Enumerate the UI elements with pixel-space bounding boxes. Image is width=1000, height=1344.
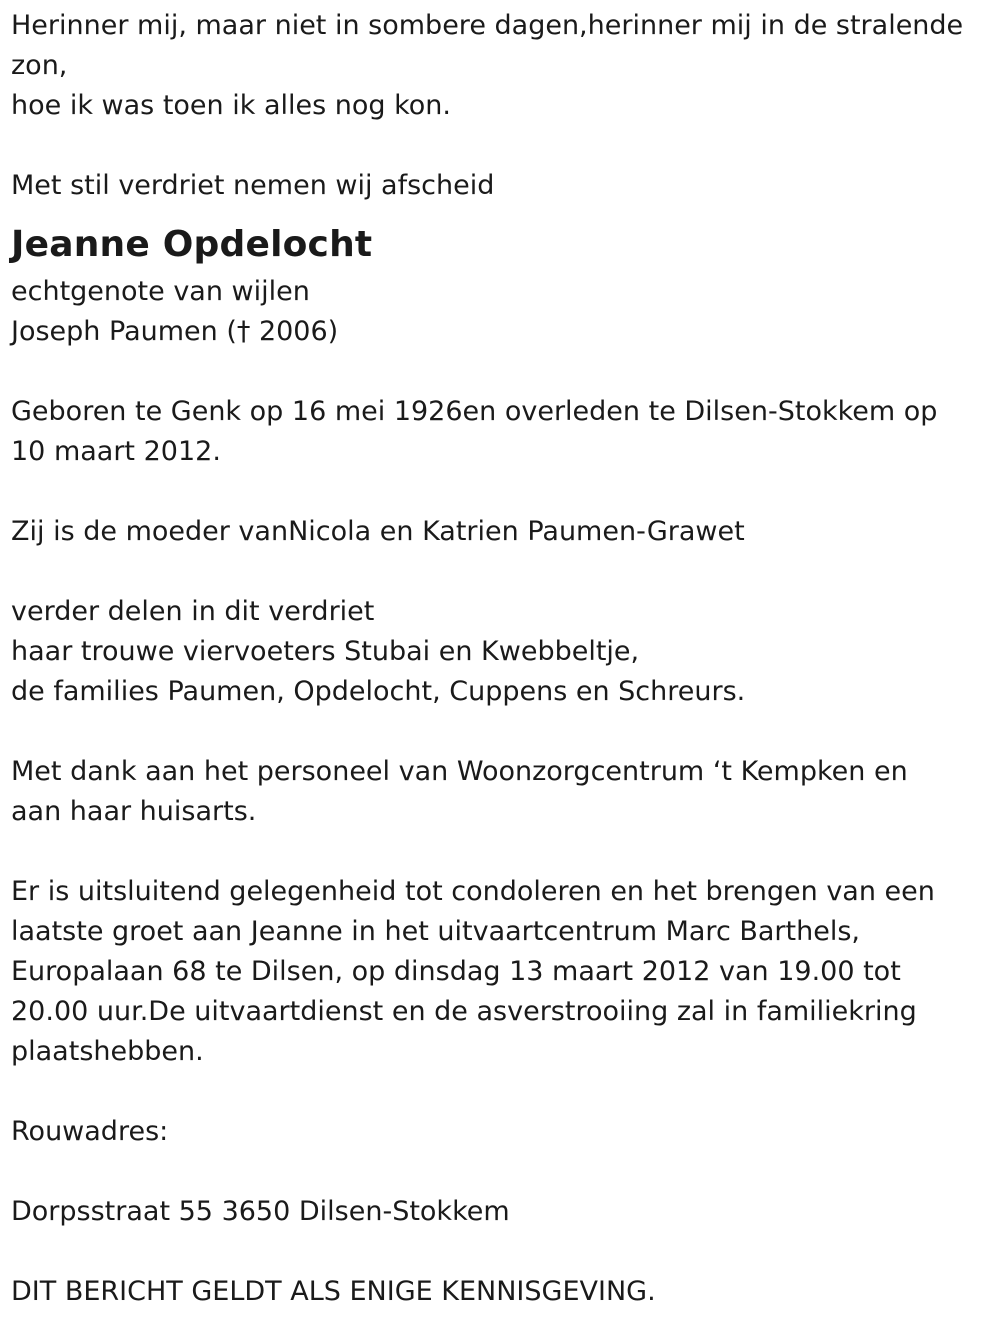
grieving-line-1: verder delen in dit verdriet [11, 596, 375, 627]
thanks-text: Met dank aan het personeel van Woonzorgcentrum ‘t Kempken en aan haar huisarts. [11, 756, 908, 827]
mother-of-text: Zij is de moeder vanNicola en Katrien Paumen-Grawet [11, 516, 745, 547]
spacer [11, 352, 965, 392]
grieving-line-3: de families Paumen, Opdelocht, Cuppens en Schreurs. [11, 676, 746, 707]
birth-death-text: Geboren te Genk op 16 mei 1926en overleden te Dilsen-Stokkem op 10 maart 2012. [11, 396, 938, 467]
address-label: Rouwadres: [11, 1116, 169, 1147]
spacer [11, 712, 965, 752]
spacer [11, 472, 965, 512]
relation-text: echtgenote van wijlen [11, 276, 310, 307]
spacer [11, 552, 965, 592]
spacer [11, 1072, 965, 1112]
poem-line-1: Herinner mij, maar niet in sombere dagen,herinner mij in de stralende zon, [11, 10, 964, 81]
spacer [11, 1152, 965, 1192]
spacer [11, 1232, 965, 1272]
spacer [11, 832, 965, 872]
poem-line-2: hoe ik was toen ik alles nog kon. [11, 90, 452, 121]
notice-text: DIT BERICHT GELDT ALS ENIGE KENNISGEVING. [11, 1276, 656, 1307]
deceased-name: Jeanne Opdelocht [11, 224, 373, 265]
condolences-text: Er is uitsluitend gelegenheid tot condoleren en het brengen van een laatste groet aan Jeanne in het uitvaartcentrum Marc Barthels, Europalaan 68 te Dilsen, op dinsdag 13 maart 2012 van 19.00 tot 20.00 uur.De uitvaartdienst en de asverstrooiing zal in familiekring plaatshebben. [11, 876, 935, 1067]
grieving-line-2: haar trouwe viervoeters Stubai en Kwebbeltje, [11, 636, 640, 667]
intro-text: Met stil verdriet nemen wij afscheid [11, 170, 495, 201]
spouse-text: Joseph Paumen († 2006) [11, 316, 339, 347]
address-text: Dorpsstraat 55 3650 Dilsen-Stokkem [11, 1196, 510, 1227]
spacer [11, 126, 965, 166]
